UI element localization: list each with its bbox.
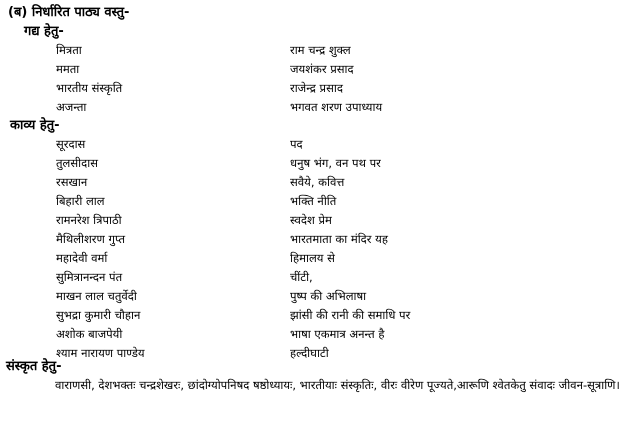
section-title: (ब) निर्धारित पाठ्य वस्तु- bbox=[8, 5, 130, 20]
prose-author: राम चन्द्र शुक्ल bbox=[290, 43, 351, 57]
prose-author: राजेन्द्र प्रसाद bbox=[290, 81, 343, 95]
poet-name: श्याम नारायण पाण्डेय bbox=[56, 346, 145, 360]
prose-title: ममता bbox=[56, 62, 80, 76]
poet-name: तुलसीदास bbox=[56, 156, 98, 170]
poetry-heading: काव्य हेतु- bbox=[10, 118, 60, 133]
poem-title: भक्ति नीति bbox=[290, 194, 337, 208]
poet-name: अशोक बाजपेयी bbox=[56, 327, 123, 341]
prose-title: अजन्ता bbox=[56, 100, 87, 114]
poet-name: मैथिलीशरण गुप्त bbox=[56, 232, 126, 246]
cut-off-text-line bbox=[0, 0, 639, 4]
poet-name: सुमित्रानन्दन पंत bbox=[56, 270, 123, 284]
poem-title: स्वदेश प्रेम bbox=[290, 213, 332, 227]
poem-title: चींटी, bbox=[290, 270, 313, 284]
prose-author: जयशंकर प्रसाद bbox=[290, 62, 354, 76]
poem-title: भाषा एकमात्र अनन्त है bbox=[290, 327, 385, 341]
poem-title: धनुष भंग, वन पथ पर bbox=[290, 156, 381, 170]
sanskrit-heading: संस्कृत हेतु- bbox=[6, 359, 62, 374]
poet-name: बिहारी लाल bbox=[56, 194, 105, 208]
prose-heading: गद्य हेतु- bbox=[24, 24, 64, 39]
prose-title: मित्रता bbox=[56, 43, 82, 57]
poet-name: रामनरेश त्रिपाठी bbox=[56, 213, 122, 227]
poem-title: पुष्प की अभिलाषा bbox=[290, 289, 367, 303]
poet-name: सूरदास bbox=[56, 137, 86, 151]
prose-author: भगवत शरण उपाध्याय bbox=[290, 100, 383, 114]
prose-title: भारतीय संस्कृति bbox=[56, 81, 123, 95]
poem-title: भारतमाता का मंदिर यह bbox=[290, 232, 388, 246]
poem-title: पद bbox=[290, 137, 303, 151]
sanskrit-paragraph: वाराणसी, देशभक्तः चन्द्रशेखरः, छांदोग्योपनिषद षष्ठोध्यायः, भारतीयाः संस्कृतिः, वीरः वीरेण पूज्यते,आरूणि श्वेतकेतु संवादः जीवन-सूत्राणि। bbox=[55, 378, 620, 392]
poet-name: महादेवी वर्मा bbox=[56, 251, 108, 265]
poet-name: सुभद्रा कुमारी चौहान bbox=[56, 308, 141, 322]
poem-title: सवैये, कवित्त bbox=[290, 175, 345, 189]
poet-name: माखन लाल चतुर्वेदी bbox=[56, 289, 137, 303]
poem-title: हल्दीघाटी bbox=[290, 346, 329, 360]
poem-title: हिमालय से bbox=[290, 251, 335, 265]
poet-name: रसखान bbox=[56, 175, 88, 189]
poem-title: झांसी की रानी की समाधि पर bbox=[290, 308, 411, 322]
